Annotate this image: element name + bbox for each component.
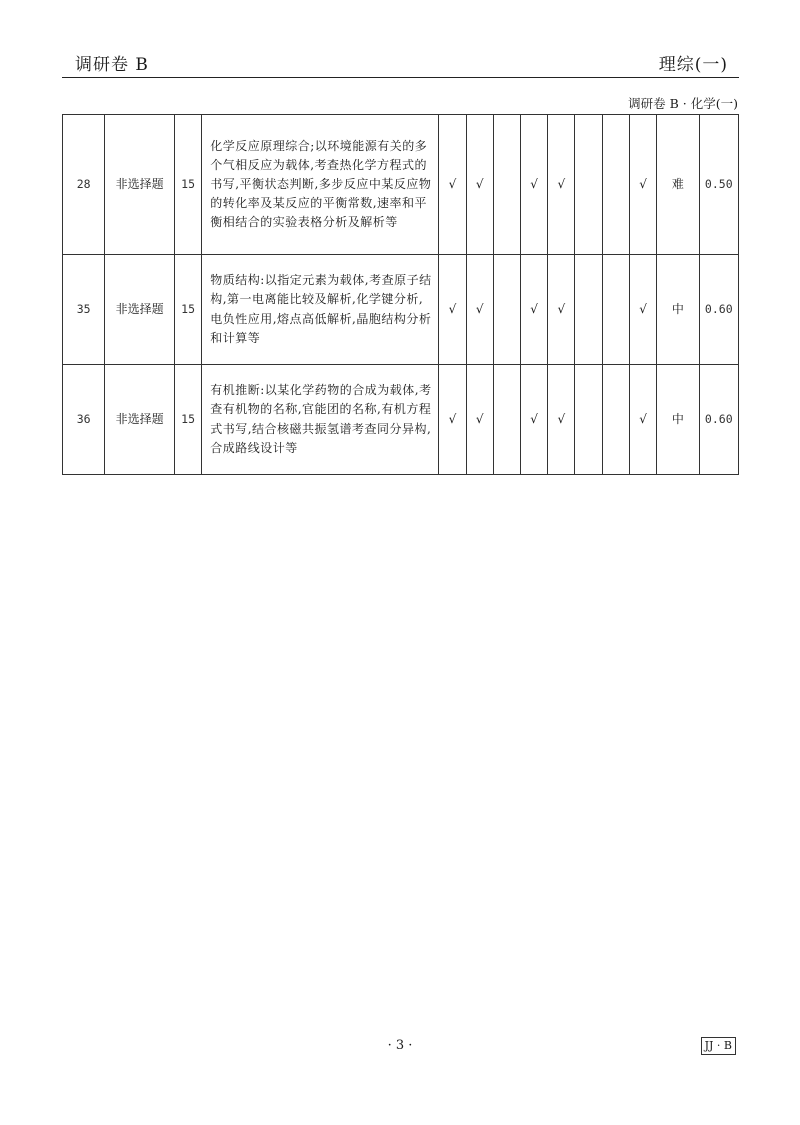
check-cell bbox=[575, 255, 602, 365]
check-cell bbox=[602, 115, 629, 255]
score-cell: 15 bbox=[174, 115, 201, 255]
check-cell bbox=[493, 255, 520, 365]
check-cell: √ bbox=[629, 255, 656, 365]
page-number: · 3 · bbox=[387, 1038, 413, 1053]
check-cell bbox=[602, 255, 629, 365]
description-cell: 物质结构:以指定元素为载体,考查原子结构,第一电离能比较及解析,化学键分析,电负性应用,熔点高低解析,晶胞结构分析和计算等 bbox=[202, 255, 439, 365]
table-row bbox=[63, 365, 739, 475]
check-cell: √ bbox=[466, 365, 493, 475]
check-cell bbox=[493, 365, 520, 475]
difficulty-cell: 中 bbox=[657, 365, 699, 475]
description-cell: 有机推断:以某化学药物的合成为载体,考查有机物的名称,官能团的名称,有机方程式书写,结合核磁共振氢谱考查同分异构,合成路线设计等 bbox=[202, 365, 439, 475]
difficulty-cell: 难 bbox=[657, 115, 699, 255]
table-body bbox=[63, 115, 739, 475]
difficulty-coefficient-cell: 0.60 bbox=[699, 255, 738, 365]
check-cell: √ bbox=[548, 115, 575, 255]
question-number-cell: 35 bbox=[63, 255, 105, 365]
difficulty-coefficient-cell: 0.50 bbox=[699, 115, 738, 255]
check-cell: √ bbox=[466, 255, 493, 365]
check-cell bbox=[602, 365, 629, 475]
check-cell bbox=[575, 115, 602, 255]
check-cell: √ bbox=[521, 115, 548, 255]
table-row bbox=[63, 115, 739, 255]
exam-spec-table bbox=[62, 114, 739, 475]
table-row bbox=[63, 255, 739, 365]
check-cell: √ bbox=[548, 255, 575, 365]
score-cell: 15 bbox=[174, 255, 201, 365]
check-cell: √ bbox=[521, 255, 548, 365]
check-cell bbox=[575, 365, 602, 475]
description-cell: 化学反应原理综合;以环境能源有关的多个气相反应为载体,考查热化学方程式的书写,平衡状态判断,多步反应中某反应物的转化率及某反应的平衡常数,速率和平衡相结合的实验表格分析及解析等 bbox=[202, 115, 439, 255]
header-divider bbox=[62, 77, 739, 78]
check-cell: √ bbox=[439, 255, 466, 365]
header-right-title: 理综(一) bbox=[658, 55, 728, 75]
check-cell bbox=[493, 115, 520, 255]
question-type-cell: 非选择题 bbox=[105, 115, 175, 255]
difficulty-coefficient-cell: 0.60 bbox=[699, 365, 738, 475]
check-cell: √ bbox=[439, 115, 466, 255]
header-left-title: 调研卷 B bbox=[75, 55, 149, 75]
footer-badge: JJ · B bbox=[701, 1037, 736, 1055]
question-type-cell: 非选择题 bbox=[105, 365, 175, 475]
check-cell: √ bbox=[629, 115, 656, 255]
check-cell: √ bbox=[466, 115, 493, 255]
check-cell: √ bbox=[629, 365, 656, 475]
difficulty-cell: 中 bbox=[657, 255, 699, 365]
question-number-cell: 36 bbox=[63, 365, 105, 475]
check-cell: √ bbox=[439, 365, 466, 475]
check-cell: √ bbox=[548, 365, 575, 475]
table-subtitle: 调研卷 B · 化学(一) bbox=[628, 96, 738, 111]
question-type-cell: 非选择题 bbox=[105, 255, 175, 365]
question-number-cell: 28 bbox=[63, 115, 105, 255]
score-cell: 15 bbox=[174, 365, 201, 475]
check-cell: √ bbox=[521, 365, 548, 475]
